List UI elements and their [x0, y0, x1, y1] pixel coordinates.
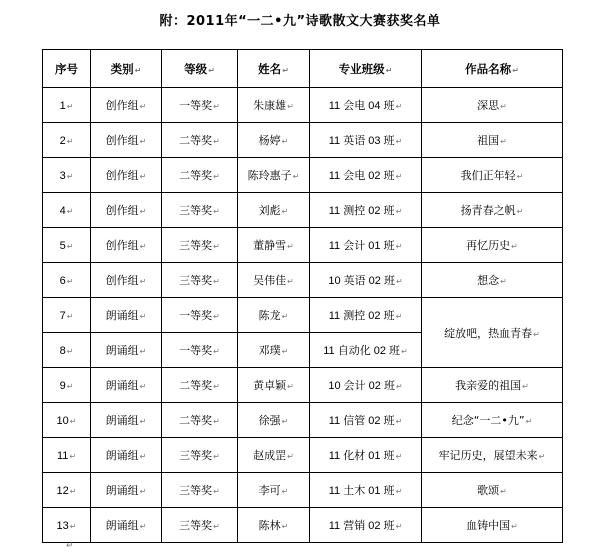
header-no: 序号	[43, 50, 91, 88]
cell-level: 一等奖↵	[162, 88, 238, 123]
cell-work: 祖国↵	[422, 123, 563, 158]
cell-no: 13↵	[43, 508, 91, 543]
cell-class: 11 营销 02 班↵	[310, 508, 422, 543]
cell-work: 扬青春之帆↵	[422, 193, 563, 228]
cell-name: 董静雪↵	[238, 228, 310, 263]
cell-no: 8↵	[43, 333, 91, 368]
cell-level: 一等奖↵	[162, 298, 238, 333]
cell-no: 11↵	[43, 438, 91, 473]
cell-class: 11 测控 02 班↵	[310, 193, 422, 228]
cell-name: 朱康雄↵	[238, 88, 310, 123]
table-row	[43, 508, 563, 543]
cell-class: 10 英语 02 班↵	[310, 263, 422, 298]
cell-no: 2↵	[43, 123, 91, 158]
cell-class: 11 自动化 02 班↵	[310, 333, 422, 368]
cell-work: 再忆历史↵	[422, 228, 563, 263]
cell-no: 1↵	[43, 88, 91, 123]
cell-no: 9↵	[43, 368, 91, 403]
document-title-text: 附：2011年“一二•九”诗歌散文大赛获奖名单	[159, 14, 441, 29]
cell-category: 朗诵组↵	[91, 438, 162, 473]
cell-name: 吴伟佳↵	[238, 263, 310, 298]
cell-level: 三等奖↵	[162, 438, 238, 473]
table-row	[43, 158, 563, 193]
cell-level: 三等奖↵	[162, 473, 238, 508]
cell-category: 朗诵组↵	[91, 508, 162, 543]
cell-category: 朗诵组↵	[91, 298, 162, 333]
table-row	[43, 263, 563, 298]
cell-category: 创作组↵	[91, 193, 162, 228]
table-header-row	[43, 50, 563, 88]
cell-category: 朗诵组↵	[91, 368, 162, 403]
cell-category: 创作组↵	[91, 88, 162, 123]
cell-work: 想念↵	[422, 263, 563, 298]
cell-class: 11 土木 01 班↵	[310, 473, 422, 508]
paragraph-mark: ↵	[66, 541, 74, 551]
cell-class: 11 信管 02 班↵	[310, 403, 422, 438]
cell-work: 我们正年轻↵	[422, 158, 563, 193]
table-row	[43, 298, 563, 333]
cell-no: 4↵	[43, 193, 91, 228]
cell-name: 赵成罡↵	[238, 438, 310, 473]
table-row	[43, 438, 563, 473]
cell-name: 陈玲惠子↵	[238, 158, 310, 193]
cell-class: 11 化材 01 班↵	[310, 438, 422, 473]
cell-level: 二等奖↵	[162, 403, 238, 438]
cell-level: 二等奖↵	[162, 123, 238, 158]
cell-work: 血铸中国↵	[422, 508, 563, 543]
cell-class: 11 英语 03 班↵	[310, 123, 422, 158]
cell-work: 牢记历史，展望未来↵	[422, 438, 563, 473]
cell-name: 黄卓颖↵	[238, 368, 310, 403]
cell-name: 邓璞↵	[238, 333, 310, 368]
document-title	[0, 10, 600, 29]
cell-level: 三等奖↵	[162, 193, 238, 228]
header-level: 等级↵	[162, 50, 238, 88]
cell-level: 三等奖↵	[162, 508, 238, 543]
cell-no: 10↵	[43, 403, 91, 438]
header-name: 姓名↵	[238, 50, 310, 88]
table-row	[43, 403, 563, 438]
cell-class: 11 会计 01 班↵	[310, 228, 422, 263]
cell-work: 深思↵	[422, 88, 563, 123]
cell-name: 徐强↵	[238, 403, 310, 438]
cell-work: 纪念“一二•九”↵	[422, 403, 563, 438]
cell-level: 二等奖↵	[162, 158, 238, 193]
cell-category: 创作组↵	[91, 263, 162, 298]
cell-name: 陈龙↵	[238, 298, 310, 333]
table-row	[43, 193, 563, 228]
cell-class: 10 会计 02 班↵	[310, 368, 422, 403]
cell-name: 杨婷↵	[238, 123, 310, 158]
cell-no: 6↵	[43, 263, 91, 298]
table-row	[43, 473, 563, 508]
table-row	[43, 123, 563, 158]
table-row	[43, 228, 563, 263]
cell-class: 11 测控 02 班↵	[310, 298, 422, 333]
cell-level: 三等奖↵	[162, 228, 238, 263]
cell-category: 朗诵组↵	[91, 473, 162, 508]
table-row	[43, 88, 563, 123]
cell-no: 12↵	[43, 473, 91, 508]
awards-table	[42, 49, 563, 543]
cell-name: 李可↵	[238, 473, 310, 508]
cell-no: 5↵	[43, 228, 91, 263]
cell-no: 3↵	[43, 158, 91, 193]
header-class: 专业班级↵	[310, 50, 422, 88]
cell-category: 创作组↵	[91, 123, 162, 158]
cell-category: 创作组↵	[91, 158, 162, 193]
cell-class: 11 会电 04 班↵	[310, 88, 422, 123]
cell-level: 三等奖↵	[162, 263, 238, 298]
cell-level: 二等奖↵	[162, 368, 238, 403]
cell-level: 一等奖↵	[162, 333, 238, 368]
table-row	[43, 368, 563, 403]
cell-work: 我亲爱的祖国↵	[422, 368, 563, 403]
cell-category: 朗诵组↵	[91, 403, 162, 438]
cell-class: 11 会电 02 班↵	[310, 158, 422, 193]
cell-category: 创作组↵	[91, 228, 162, 263]
cell-name: 陈林↵	[238, 508, 310, 543]
cell-work: 歌颂↵	[422, 473, 563, 508]
cell-no: 7↵	[43, 298, 91, 333]
header-work: 作品名称↵	[422, 50, 563, 88]
cell-work: 绽放吧，热血青春↵	[422, 298, 563, 368]
header-category: 类别↵	[91, 50, 162, 88]
cell-category: 朗诵组↵	[91, 333, 162, 368]
cell-name: 刘彪↵	[238, 193, 310, 228]
